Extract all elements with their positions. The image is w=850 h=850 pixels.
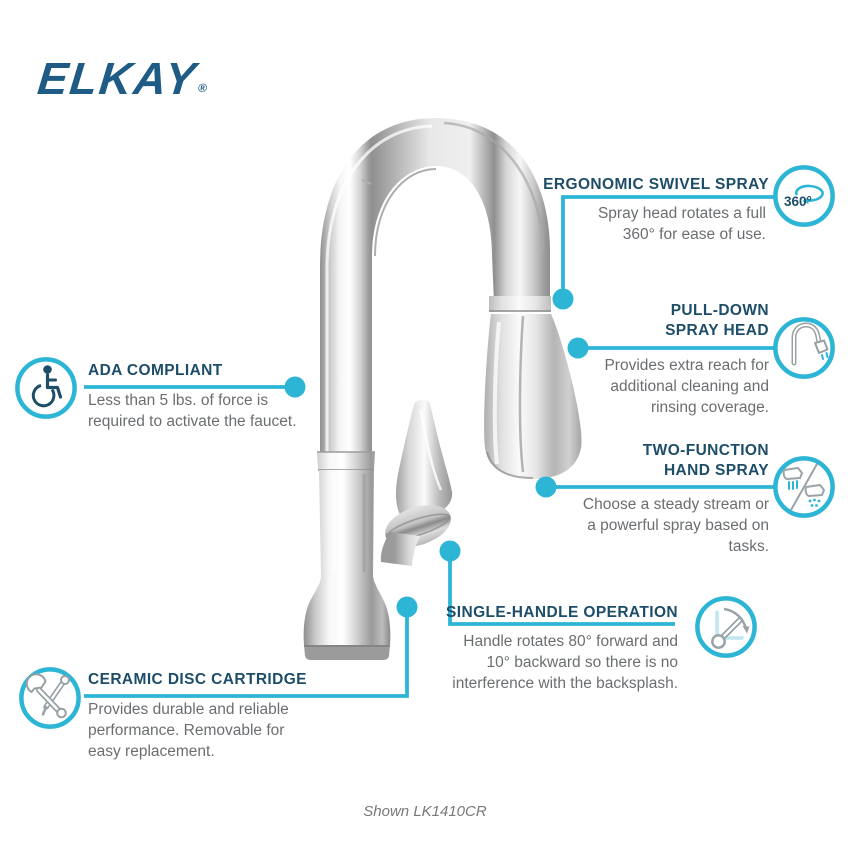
model-caption: Shown LK1410CR	[363, 803, 487, 820]
feature-desc-ergonomic-swivel-spray: Spray head rotates a full 360° for ease of use.	[597, 205, 766, 243]
feature-desc-two-function-hand-spray: Choose a steady stream or a powerful spray based on tasks.	[582, 496, 769, 555]
dot-ceramic-disc-cartridge	[397, 597, 418, 618]
feature-desc-ceramic-disc-cartridge: Provides durable and reliable performance. Removable for easy replacement.	[88, 701, 289, 760]
handle-rotation-icon	[694, 595, 758, 659]
feature-title-ergonomic-swivel-spray: ERGONOMIC SWIVEL SPRAY	[543, 176, 769, 193]
dot-single-handle-operation	[440, 541, 461, 562]
rotate-360-icon	[772, 164, 836, 228]
feature-title-pull-down-spray-head: PULL-DOWN SPRAY HEAD	[665, 302, 769, 339]
feature-title-two-function-hand-spray: TWO-FUNCTION HAND SPRAY	[642, 442, 769, 479]
brand-logo-text: ELKAY	[35, 53, 200, 104]
faucet-spray-head	[484, 296, 581, 479]
dot-ergonomic-swivel-spray	[553, 289, 574, 310]
faucet-base	[304, 452, 391, 660]
tools-icon	[18, 666, 82, 730]
dot-two-function-hand-spray	[536, 477, 557, 498]
wheelchair-icon	[14, 356, 78, 420]
dot-pull-down-spray-head	[568, 338, 589, 359]
registered-mark: ®	[197, 81, 208, 95]
feature-desc-pull-down-spray-head: Provides extra reach for additional cleaning and rinsing coverage.	[604, 357, 769, 416]
faucet-handle	[380, 400, 456, 566]
icon-360-label: 360°	[784, 194, 812, 209]
feature-title-ada-compliant: ADA COMPLIANT	[88, 362, 223, 379]
pull-down-faucet-icon	[772, 316, 836, 380]
feature-title-ceramic-disc-cartridge: CERAMIC DISC CARTRIDGE	[88, 671, 307, 688]
feature-title-single-handle-operation: SINGLE-HANDLE OPERATION	[446, 604, 678, 621]
feature-desc-ada-compliant: Less than 5 lbs. of force is required to activate the faucet.	[88, 392, 297, 430]
spray-modes-icon	[772, 455, 836, 519]
brand-logo	[35, 53, 211, 104]
feature-desc-single-handle-operation: Handle rotates 80° forward and 10° backward so there is no interference with the backsplash.	[452, 633, 678, 692]
